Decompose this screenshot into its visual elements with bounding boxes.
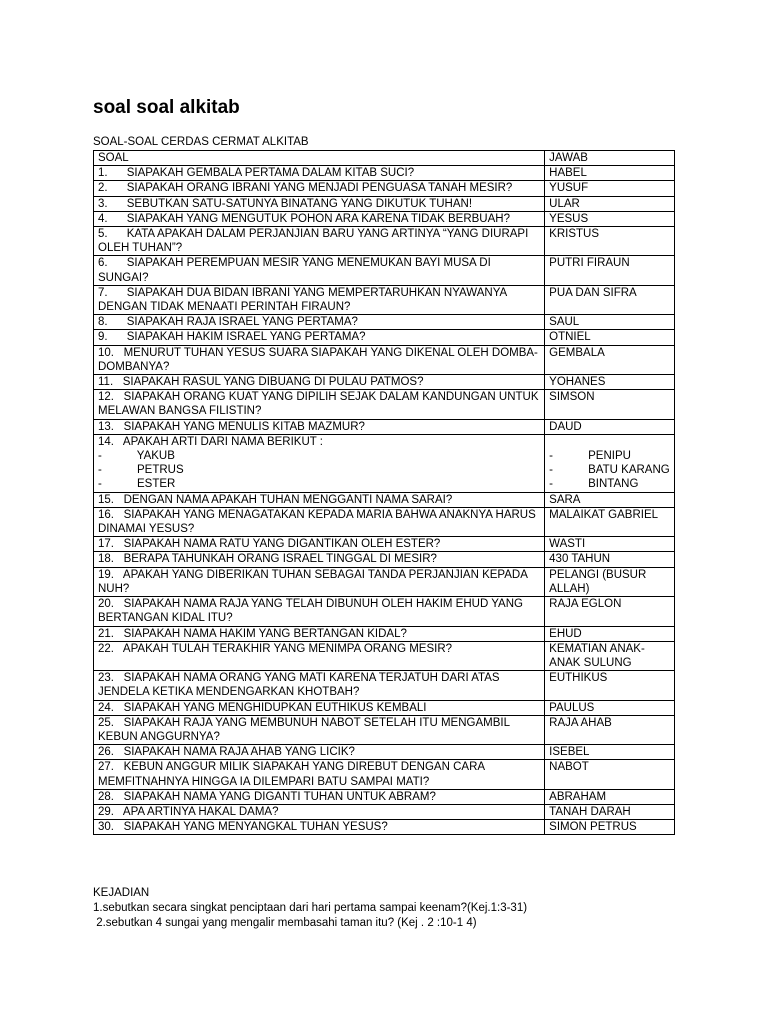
question-cell: 16. SIAPAKAH YANG MENAGATAKAN KEPADA MARIA BAHWA ANAKNYA HARUS DINAMAI YESUS? xyxy=(94,507,545,536)
question-cell: 29. APA ARTINYA HAKAL DAMA? xyxy=(94,804,545,819)
answer-cell: GEMBALA xyxy=(545,345,675,374)
table-row xyxy=(94,390,675,419)
table-row xyxy=(94,552,675,567)
question-cell: 23. SIAPAKAH NAMA ORANG YANG MATI KARENA TERJATUH DARI ATAS JENDELA KETIKA MENDENGARKAN KHOTBAH? xyxy=(94,671,545,700)
table-row xyxy=(94,181,675,196)
question-cell: 13. SIAPAKAH YANG MENULIS KITAB MAZMUR? xyxy=(94,419,545,434)
question-cell: 19. APAKAH YANG DIBERIKAN TUHAN SEBAGAI TANDA PERJANJIAN KEPADA NUH? xyxy=(94,567,545,596)
table-row xyxy=(94,227,675,256)
question-cell: 14. APAKAH ARTI DARI NAMA BERIKUT : - YAKUB - PETRUS - ESTER xyxy=(94,434,545,492)
table-row xyxy=(94,166,675,181)
table-row xyxy=(94,671,675,700)
answer-cell: PUA DAN SIFRA xyxy=(545,285,675,314)
question-cell: 22. APAKAH TULAH TERAKHIR YANG MENIMPA ORANG MESIR? xyxy=(94,641,545,670)
answer-cell: EHUD xyxy=(545,626,675,641)
table-row xyxy=(94,492,675,507)
question-cell: 1. SIAPAKAH GEMBALA PERTAMA DALAM KITAB SUCI? xyxy=(94,166,545,181)
question-cell: 10. MENURUT TUHAN YESUS SUARA SIAPAKAH YANG DIKENAL OLEH DOMBA-DOMBANYA? xyxy=(94,345,545,374)
answer-cell: NABOT xyxy=(545,760,675,789)
question-cell: 11. SIAPAKAH RASUL YANG DIBUANG DI PULAU PATMOS? xyxy=(94,375,545,390)
question-cell: 8. SIAPAKAH RAJA ISRAEL YANG PERTAMA? xyxy=(94,315,545,330)
answer-cell: OTNIEL xyxy=(545,330,675,345)
question-cell: 4. SIAPAKAH YANG MENGUTUK POHON ARA KARENA TIDAK BERBUAH? xyxy=(94,211,545,226)
table-caption: SOAL-SOAL CERDAS CERMAT ALKITAB xyxy=(93,136,309,148)
table-row xyxy=(94,285,675,314)
answer-cell: ULAR xyxy=(545,196,675,211)
section-line-2: 2.sebutkan 4 sungai yang mengalir membasahi taman itu? (Kej . 2 :10-1 4) xyxy=(93,917,477,929)
answer-cell: SAUL xyxy=(545,315,675,330)
question-cell: 5. KATA APAKAH DALAM PERJANJIAN BARU YANG ARTINYA “YANG DIURAPI OLEH TUHAN”? xyxy=(94,227,545,256)
table-row xyxy=(94,567,675,596)
section-heading: KEJADIAN xyxy=(93,887,150,899)
question-cell: 18. BERAPA TAHUNKAH ORANG ISRAEL TINGGAL DI MESIR? xyxy=(94,552,545,567)
table-row xyxy=(94,507,675,536)
answer-cell: - PENIPU - BATU KARANG - BINTANG xyxy=(545,434,675,492)
question-cell: 27. KEBUN ANGGUR MILIK SIAPAKAH YANG DIREBUT DENGAN CARA MEMFITNAHNYA HINGGA IA DILEMPARI BATU SAMPAI MATI? xyxy=(94,760,545,789)
answer-cell: SIMON PETRUS xyxy=(545,820,675,835)
answer-cell: SIMSON xyxy=(545,390,675,419)
kejadian-section xyxy=(93,886,527,931)
table-row xyxy=(94,597,675,626)
question-answer-table xyxy=(93,150,675,835)
question-cell: 20. SIAPAKAH NAMA RAJA YANG TELAH DIBUNUH OLEH HAKIM EHUD YANG BERTANGAN KIDAL ITU? xyxy=(94,597,545,626)
question-cell: 24. SIAPAKAH YANG MENGHIDUPKAN EUTHIKUS KEMBALI xyxy=(94,700,545,715)
question-cell: 15. DENGAN NAMA APAKAH TUHAN MENGGANTI NAMA SARAI? xyxy=(94,492,545,507)
table-row xyxy=(94,760,675,789)
answer-cell: 430 TAHUN xyxy=(545,552,675,567)
table-row xyxy=(94,626,675,641)
table-row xyxy=(94,330,675,345)
question-cell: 25. SIAPAKAH RAJA YANG MEMBUNUH NABOT SETELAH ITU MENGAMBIL KEBUN ANGGURNYA? xyxy=(94,715,545,744)
answer-cell: KRISTUS xyxy=(545,227,675,256)
question-cell: 28. SIAPAKAH NAMA YANG DIGANTI TUHAN UNTUK ABRAM? xyxy=(94,789,545,804)
table-row xyxy=(94,196,675,211)
answer-cell: ABRAHAM xyxy=(545,789,675,804)
question-cell: 26. SIAPAKAH NAMA RAJA AHAB YANG LICIK? xyxy=(94,745,545,760)
table-header-row xyxy=(94,151,675,166)
table-row xyxy=(94,789,675,804)
answer-cell: YESUS xyxy=(545,211,675,226)
question-cell: 3. SEBUTKAN SATU-SATUNYA BINATANG YANG DIKUTUK TUHAN! xyxy=(94,196,545,211)
answer-cell: DAUD xyxy=(545,419,675,434)
question-cell: 6. SIAPAKAH PEREMPUAN MESIR YANG MENEMUKAN BAYI MUSA DI SUNGAI? xyxy=(94,256,545,285)
table-row xyxy=(94,537,675,552)
section-line-1: 1.sebutkan secara singkat penciptaan dari hari pertama sampai keenam?(Kej.1:3-31) xyxy=(93,902,528,914)
answer-cell: EUTHIKUS xyxy=(545,671,675,700)
header-answer: JAWAB xyxy=(545,151,675,166)
table-row xyxy=(94,315,675,330)
answer-cell: PUTRI FIRAUN xyxy=(545,256,675,285)
answer-cell: RAJA EGLON xyxy=(545,597,675,626)
page-title: soal soal alkitab xyxy=(93,97,240,118)
answer-cell: HABEL xyxy=(545,166,675,181)
question-cell: 12. SIAPAKAH ORANG KUAT YANG DIPILIH SEJAK DALAM KANDUNGAN UNTUK MELAWAN BANGSA FILISTIN? xyxy=(94,390,545,419)
answer-cell: MALAIKAT GABRIEL xyxy=(545,507,675,536)
table-row xyxy=(94,641,675,670)
question-cell: 9. SIAPAKAH HAKIM ISRAEL YANG PERTAMA? xyxy=(94,330,545,345)
table-row xyxy=(94,211,675,226)
table-row xyxy=(94,256,675,285)
answer-cell: KEMATIAN ANAK-ANAK SULUNG xyxy=(545,641,675,670)
answer-cell: RAJA AHAB xyxy=(545,715,675,744)
table-row xyxy=(94,715,675,744)
answer-cell: TANAH DARAH xyxy=(545,804,675,819)
answer-cell: YOHANES xyxy=(545,375,675,390)
table-row xyxy=(94,419,675,434)
table-row xyxy=(94,820,675,835)
table-row xyxy=(94,434,675,492)
question-cell: 21. SIAPAKAH NAMA HAKIM YANG BERTANGAN KIDAL? xyxy=(94,626,545,641)
table-row xyxy=(94,745,675,760)
answer-cell: SARA xyxy=(545,492,675,507)
table-row xyxy=(94,700,675,715)
answer-cell: PAULUS xyxy=(545,700,675,715)
answer-cell: PELANGI (BUSUR ALLAH) xyxy=(545,567,675,596)
answer-cell: ISEBEL xyxy=(545,745,675,760)
question-cell: 30. SIAPAKAH YANG MENYANGKAL TUHAN YESUS? xyxy=(94,820,545,835)
answer-cell: YUSUF xyxy=(545,181,675,196)
question-cell: 17. SIAPAKAH NAMA RATU YANG DIGANTIKAN OLEH ESTER? xyxy=(94,537,545,552)
table-row xyxy=(94,375,675,390)
table-row xyxy=(94,804,675,819)
question-cell: 7. SIAPAKAH DUA BIDAN IBRANI YANG MEMPERTARUHKAN NYAWANYA DENGAN TIDAK MENAATI PERINTAH FIRAUN? xyxy=(94,285,545,314)
table-row xyxy=(94,345,675,374)
question-cell: 2. SIAPAKAH ORANG IBRANI YANG MENJADI PENGUASA TANAH MESIR? xyxy=(94,181,545,196)
header-question: SOAL xyxy=(94,151,545,166)
answer-cell: WASTI xyxy=(545,537,675,552)
